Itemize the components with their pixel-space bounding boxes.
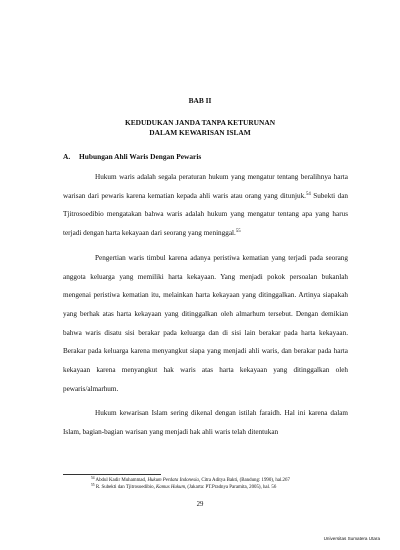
paragraph-1-part-a: Hukum waris adalah segala peraturan hukum yang mengatur tentang beralihnya harta warisan dari pewaris karena kematian kepada ahli waris atau orang yang ditunjuk. <box>63 173 348 200</box>
footnote-ref-55: 55 <box>235 229 241 235</box>
footnotes <box>63 477 348 491</box>
section-title: Hubungan Ahli Waris Dengan Pewaris <box>79 152 202 161</box>
footnote-55 <box>63 484 348 491</box>
footnote-book-title: Hukum Perdata Indonesia <box>147 478 199 483</box>
section-heading <box>63 152 201 161</box>
footnote-divider <box>63 474 161 475</box>
chapter-title <box>0 118 400 137</box>
chapter-title-line-2: DALAM KEWARISAN ISLAM <box>149 127 251 137</box>
body-text <box>63 168 348 448</box>
paragraph-2: Pengertian waris timbul karena adanya peristiwa kematian yang terjadi pada seorang anggota keluarga yang memiliki harta kekayaan. Yang menjadi pokok persoalan bukanlah mengenai peristiwa kematian itu, melainkan harta kekayaan yang ditinggalkan. Artinya siapakah yang berhak atas harta kekayaan yang ditinggalkan oleh almarhum tersebut. Dengan demikian bahwa waris disatu sisi berakar pada keluarga dan di sisi lain berakar pada harta kekayaan. Berakar pada keluarga karena menyangkut siapa yang menjadi ahli waris, dan berakar pada harta kekayaan karena menyangkut hak waris atas harta kekayaan yang ditinggalkan oleh pewaris/almarhum. <box>63 253 348 393</box>
section-number: A. <box>63 152 71 161</box>
chapter-label: BAB II <box>188 96 212 105</box>
footnote-book-title: Kamus Hukum <box>156 485 185 490</box>
footnote-publication: , Citra Aditya Bakti, (Bandung: 1990), hal.267 <box>198 478 290 483</box>
footnote-54 <box>63 477 348 484</box>
footnote-author: R. Subekti dan Tjitrosoedibio, <box>94 485 157 490</box>
footnote-number: 55 <box>91 483 95 487</box>
paragraph-3: Hukum kewarisan Islam sering dikenal dengan istilah faraidh. Hal ini karena dalam Islam, bagian-bagian warisan yang menjadi hak ahli waris telah ditentukan <box>63 409 348 437</box>
paragraph-1-part-b: Subekti dan Tjitrosoedibio mengatakan bahwa waris adalah hukum yang mengatur tentang apa yang harus terjadi dengan harta kekayaan dari seorang yang meninggal. <box>63 191 349 238</box>
footnote-ref-54: 54 <box>305 191 311 197</box>
footnote-publication: , (Jakarta: PT.Pradnya Paramita, 2005), hal. 56 <box>184 485 277 490</box>
institution-footer: Universitas Sumatera Utara <box>323 536 380 541</box>
footnote-number: 54 <box>91 476 95 480</box>
page-number: 29 <box>196 501 204 508</box>
footnote-author: Abdul Kadir Muhammad, <box>94 478 148 483</box>
paragraph-1 <box>63 168 348 243</box>
chapter-title-line-1: KEDUDUKAN JANDA TANPA KETURUNAN <box>124 118 276 127</box>
